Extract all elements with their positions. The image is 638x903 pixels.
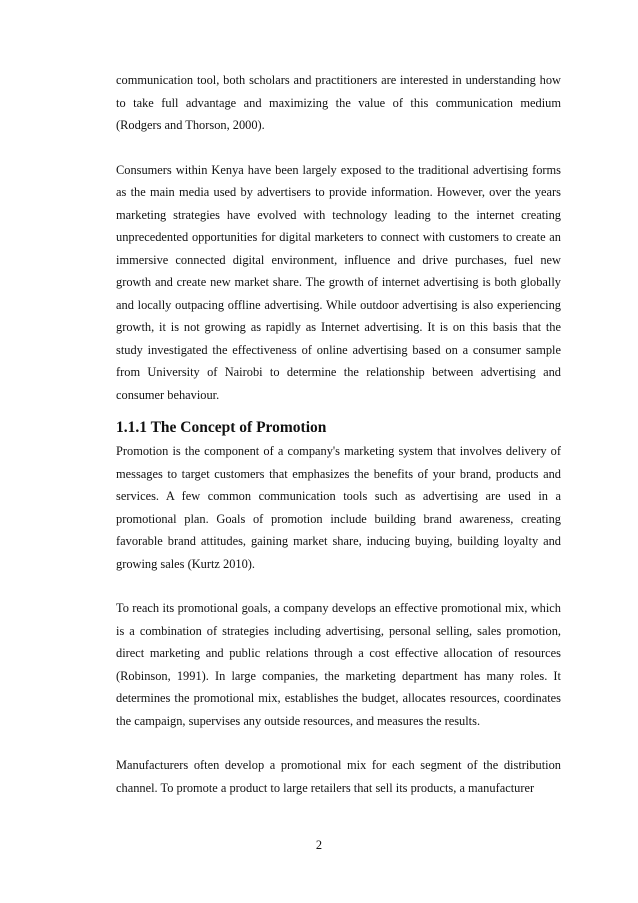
paragraph-spacer [116, 732, 561, 754]
page-body [116, 69, 561, 799]
paragraph-spacer [116, 137, 561, 159]
paragraph-promotion-definition: Promotion is the component of a company's marketing system that involves delivery of messages to target customers that emphasizes the benefits of your brand, products and services. A few common communication tools such as advertising are used in a promotional plan. Goals of promotion include building brand awareness, creating favorable brand attitudes, gaining market share, inducing buying, building loyalty and growing sales (Kurtz 2010). [116, 444, 561, 571]
paragraph-promotional-mix: To reach its promotional goals, a company develops an effective promotional mix, which is a combination of strategies including advertising, personal selling, sales promotion, direct marketing and public relations through a cost effective allocation of resources (Robinson, 1991). In large companies, the marketing department has many roles. It determines the promotional mix, establishes the budget, allocates resources, coordinates the campaign, supervises any outside resources, and measures the results. [116, 601, 561, 728]
paragraph-rodgers-thorson: communication tool, both scholars and practitioners are interested in understanding how to take full advantage and maximizing the value of this communication medium (Rodgers and Thorson, 2000). [116, 73, 561, 132]
page-number: 2 [315, 838, 323, 852]
paragraph-spacer [116, 575, 561, 597]
paragraph-manufacturers: Manufacturers often develop a promotional mix for each segment of the distribution channel. To promote a product to large retailers that sell its products, a manufacturer [116, 758, 561, 795]
paragraph-kenya-advertising: Consumers within Kenya have been largely exposed to the traditional advertising forms as the main media used by advertisers to provide information. However, over the years marketing strategies have evolved with technology leading to the internet creating unprecedented opportunities for digital marketers to connect with customers to create an immersive connected digital environment, influence and drive purchases, fuel new growth and create new market share. The growth of internet advertising is both globally and locally outpacing offline advertising. While outdoor advertising is also experiencing growth, it is not growing as rapidly as Internet advertising. It is on this basis that the study investigated the effectiveness of online advertising based on a consumer sample from University of Nairobi to determine the relationship between advertising and consumer behaviour. [116, 162, 561, 402]
section-heading: 1.1.1 The Concept of Promotion [116, 419, 327, 436]
